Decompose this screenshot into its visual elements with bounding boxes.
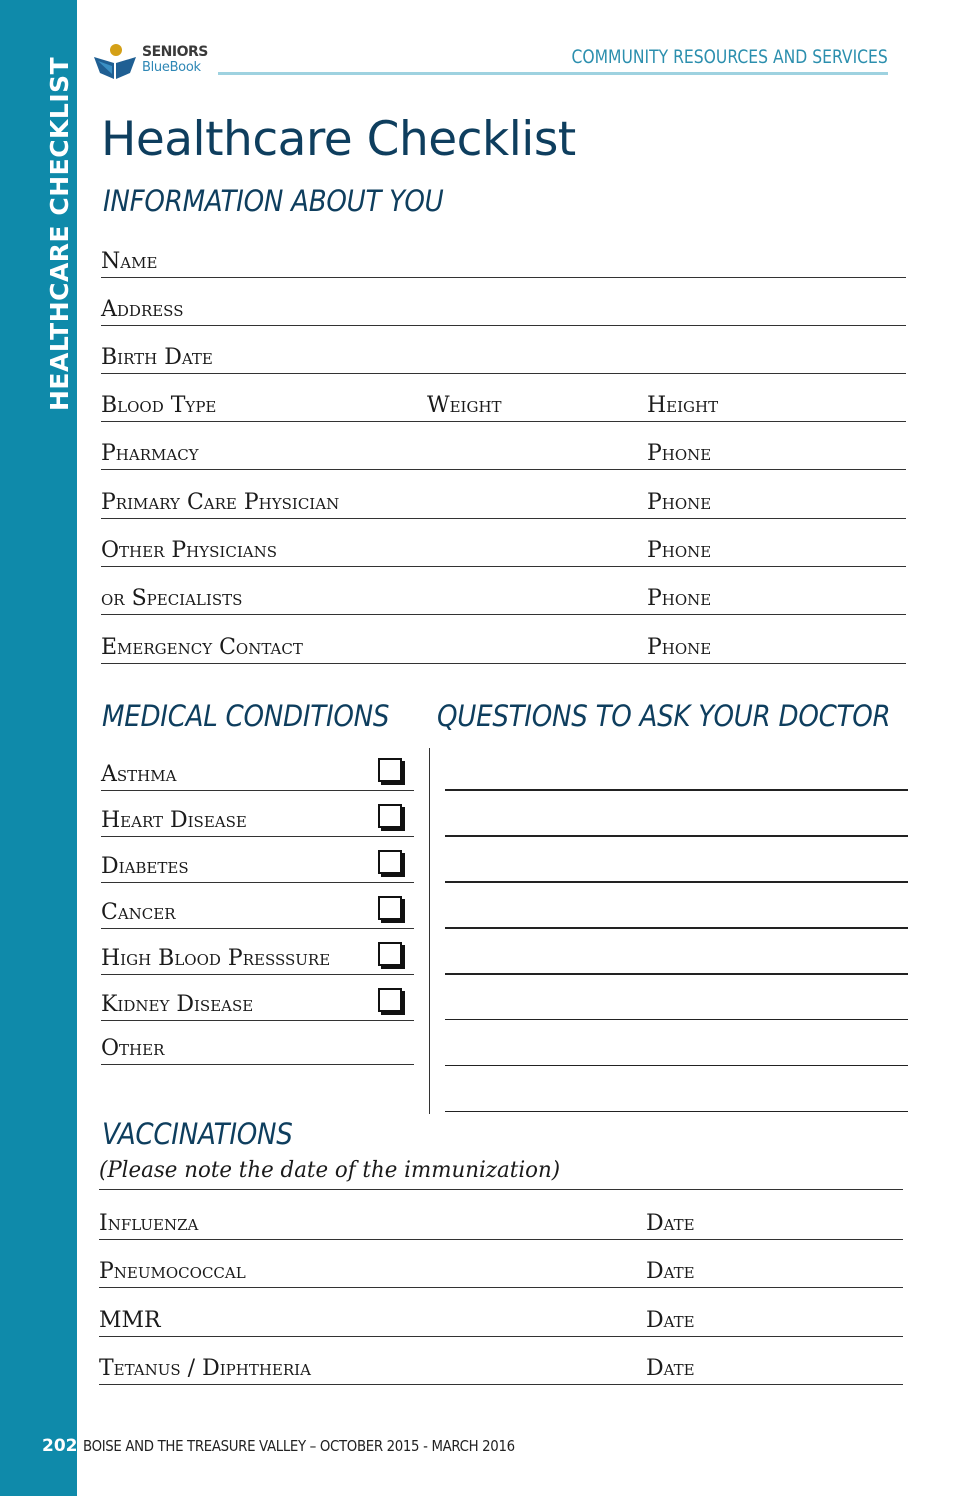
phone-label: Phone <box>647 538 712 563</box>
condition-row <box>101 980 414 1021</box>
vaccine-label: Pneumococcal <box>99 1259 246 1284</box>
primary-care-label: Primary Care Physician <box>101 490 340 515</box>
vaccine-label: Tetanus / Diphtheria <box>99 1356 311 1381</box>
header-section-label: COMMUNITY RESOURCES AND SERVICES <box>571 46 888 68</box>
sidebar-title: HEALTHCARE CHECKLIST <box>45 56 74 411</box>
birth-date-label: Birth Date <box>101 345 213 370</box>
vaccine-label: MMR <box>99 1308 161 1333</box>
address-label: Address <box>101 297 184 322</box>
emergency-contact-label: Emergency Contact <box>101 635 303 660</box>
date-label: Date <box>646 1211 695 1236</box>
condition-row <box>101 750 414 791</box>
phone-label: Phone <box>647 586 712 611</box>
header-rule <box>218 72 888 75</box>
high-blood-pressure-checkbox[interactable] <box>378 942 402 966</box>
pharmacy-field[interactable] <box>101 429 906 470</box>
date-label: Date <box>646 1356 695 1381</box>
book-icon <box>92 43 138 81</box>
specialists-field[interactable] <box>101 574 906 615</box>
emergency-contact-field[interactable] <box>101 623 906 664</box>
address-field[interactable] <box>101 285 906 326</box>
name-label: Name <box>101 249 158 274</box>
info-heading: INFORMATION ABOUT YOU <box>103 184 444 218</box>
heart-disease-checkbox[interactable] <box>378 804 402 828</box>
question-line[interactable] <box>445 1111 908 1112</box>
name-field[interactable] <box>101 237 906 278</box>
other-physicians-label: Other Physicians <box>101 538 277 563</box>
vaccinations-heading: VACCINATIONS <box>102 1117 293 1151</box>
kidney-disease-checkbox[interactable] <box>378 988 402 1012</box>
diabetes-checkbox[interactable] <box>378 850 402 874</box>
seniors-bluebook-logo <box>92 43 222 83</box>
question-line[interactable] <box>445 927 908 929</box>
other-physicians-field[interactable] <box>101 526 906 567</box>
pneumococcal-field[interactable] <box>99 1240 903 1288</box>
blood-weight-height-field[interactable] <box>101 381 906 422</box>
other-condition-field[interactable] <box>101 1024 414 1065</box>
column-divider <box>429 748 430 1114</box>
asthma-checkbox[interactable] <box>378 758 402 782</box>
question-line[interactable] <box>445 835 908 837</box>
condition-label: Heart Disease <box>101 808 247 833</box>
sidebar <box>0 0 77 1496</box>
date-label: Date <box>646 1259 695 1284</box>
question-line[interactable] <box>445 881 908 883</box>
page-title: Healthcare Checklist <box>101 112 576 167</box>
vaccinations-top-rule <box>99 1189 903 1190</box>
question-line[interactable] <box>445 1065 908 1066</box>
condition-label: Cancer <box>101 900 176 925</box>
weight-label: Weight <box>427 393 502 418</box>
logo-text-seniors: SENIORS <box>142 44 208 60</box>
pharmacy-label: Pharmacy <box>101 441 199 466</box>
vaccinations-note: (Please note the date of the immunization) <box>99 1158 561 1183</box>
cancer-checkbox[interactable] <box>378 896 402 920</box>
condition-label: Asthma <box>101 762 177 787</box>
primary-care-field[interactable] <box>101 478 906 519</box>
vaccine-label: Influenza <box>99 1211 199 1236</box>
condition-row <box>101 796 414 837</box>
conditions-heading: MEDICAL CONDITIONS <box>102 699 390 733</box>
condition-row <box>101 934 414 975</box>
condition-label: Kidney Disease <box>101 992 254 1017</box>
condition-label: Diabetes <box>101 854 189 879</box>
phone-label: Phone <box>647 490 712 515</box>
specialists-label: or Specialists <box>101 586 243 611</box>
condition-row <box>101 842 414 883</box>
condition-label: High Blood Presssure <box>101 946 331 971</box>
tetanus-diphtheria-field[interactable] <box>99 1337 903 1385</box>
condition-row <box>101 888 414 929</box>
phone-label: Phone <box>647 441 712 466</box>
question-line[interactable] <box>445 1019 908 1020</box>
mmr-field[interactable] <box>99 1289 903 1337</box>
page-number: 202 <box>42 1436 78 1456</box>
height-label: Height <box>647 393 719 418</box>
blood-type-label: Blood Type <box>101 393 217 418</box>
questions-heading: QUESTIONS TO ASK YOUR DOCTOR <box>437 699 891 733</box>
influenza-field[interactable] <box>99 1192 903 1240</box>
other-condition-label: Other <box>101 1036 165 1061</box>
question-line[interactable] <box>445 789 908 791</box>
birth-date-field[interactable] <box>101 333 906 374</box>
logo-text-bluebook: BlueBook <box>142 60 201 75</box>
question-line[interactable] <box>445 973 908 975</box>
phone-label: Phone <box>647 635 712 660</box>
footer-text: BOISE AND THE TREASURE VALLEY – OCTOBER 2015 - MARCH 2016 <box>83 1437 515 1455</box>
date-label: Date <box>646 1308 695 1333</box>
